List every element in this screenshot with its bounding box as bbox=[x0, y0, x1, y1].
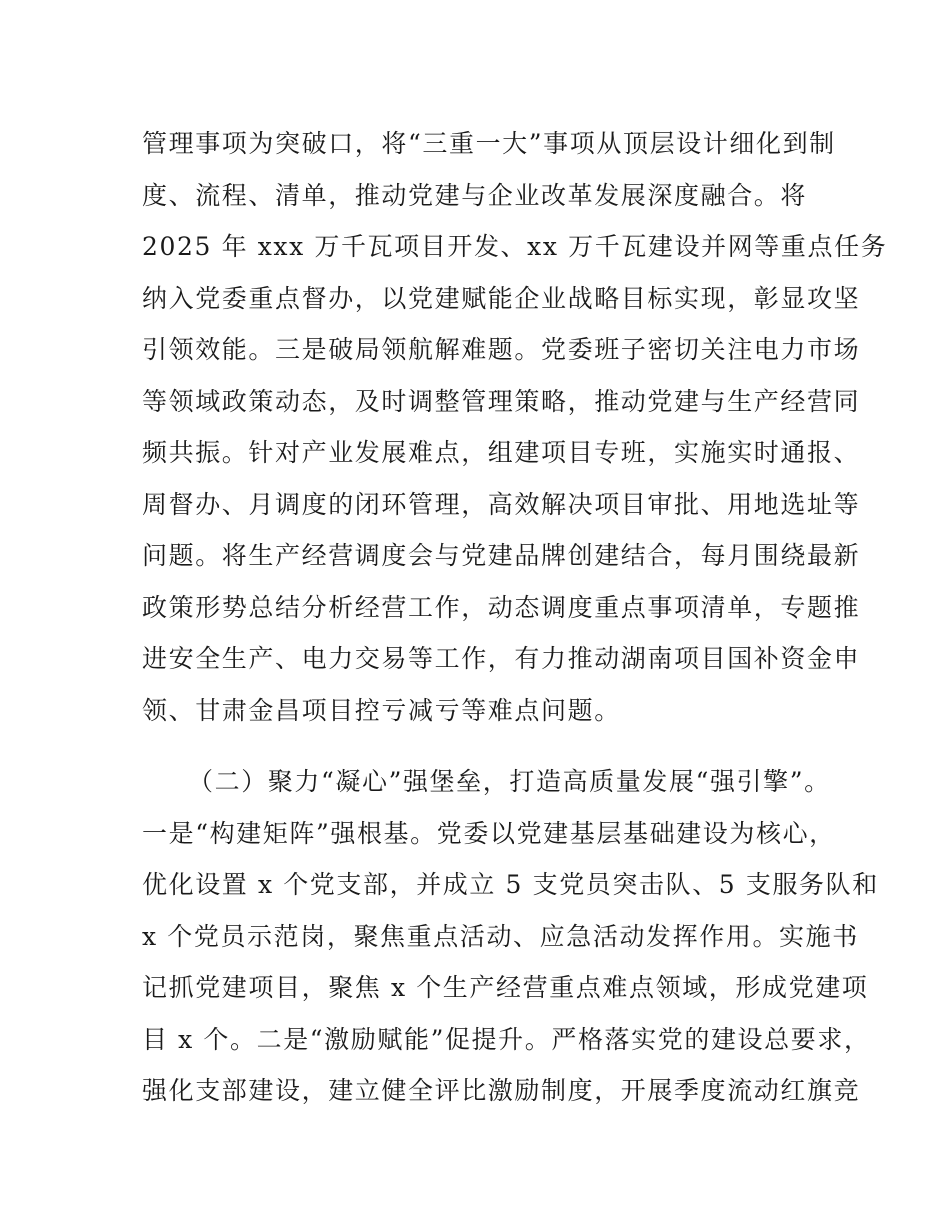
body-text-line: 政策形势总结分析经营工作，动态调度重点事项清单，专题推 bbox=[142, 593, 861, 622]
body-text-line: 优化设置 x 个党支部，并成立 5 支党员突击队、5 支服务队和 bbox=[142, 870, 879, 899]
body-text-line: x 个党员示范岗，聚焦重点活动、应急活动发挥作用。实施书 bbox=[142, 922, 859, 951]
body-text-line: 管理事项为突破口，将“三重一大”事项从顶层设计细化到制 bbox=[142, 129, 836, 158]
body-text-line: 目 x 个。二是“激励赋能”促提升。严格落实党的建设总要求， bbox=[142, 1025, 871, 1054]
section-heading-line: （二）聚力“凝心”强堡垒，打造高质量发展“强引擎”。 bbox=[188, 767, 831, 796]
body-text-line: 引领效能。三是破局领航解难题。党委班子密切关注电力市场 bbox=[142, 335, 861, 364]
body-text-line: 记抓党建项目，聚焦 x 个生产经营重点难点领域，形成党建项 bbox=[142, 973, 869, 1002]
body-text-line: 频共振。针对产业发展难点，组建项目专班，实施实时通报、 bbox=[142, 438, 861, 467]
body-text-line: 一是“构建矩阵”强根基。党委以党建基层基础建设为核心， bbox=[142, 819, 836, 848]
body-text-line: 问题。将生产经营调度会与党建品牌创建结合，每月围绕最新 bbox=[142, 541, 861, 570]
body-text-line: 等领域政策动态，及时调整管理策略，推动党建与生产经营同 bbox=[142, 387, 861, 416]
body-text-line: 领、甘肃金昌项目控亏减亏等难点问题。 bbox=[142, 696, 621, 725]
body-text-line: 2025 年 xxx 万千瓦项目开发、xx 万千瓦建设并网等重点任务 bbox=[142, 232, 888, 261]
body-text-line: 强化支部建设，建立健全评比激励制度，开展季度流动红旗竞 bbox=[142, 1076, 861, 1105]
body-text-line: 度、流程、清单，推动党建与企业改革发展深度融合。将 bbox=[142, 181, 808, 210]
body-text-line: 周督办、月调度的闭环管理，高效解决项目审批、用地选址等 bbox=[142, 490, 861, 519]
body-text-line: 纳入党委重点督办，以党建赋能企业战略目标实现，彰显攻坚 bbox=[142, 284, 861, 313]
body-text-line: 进安全生产、电力交易等工作，有力推动湖南项目国补资金申 bbox=[142, 644, 861, 673]
